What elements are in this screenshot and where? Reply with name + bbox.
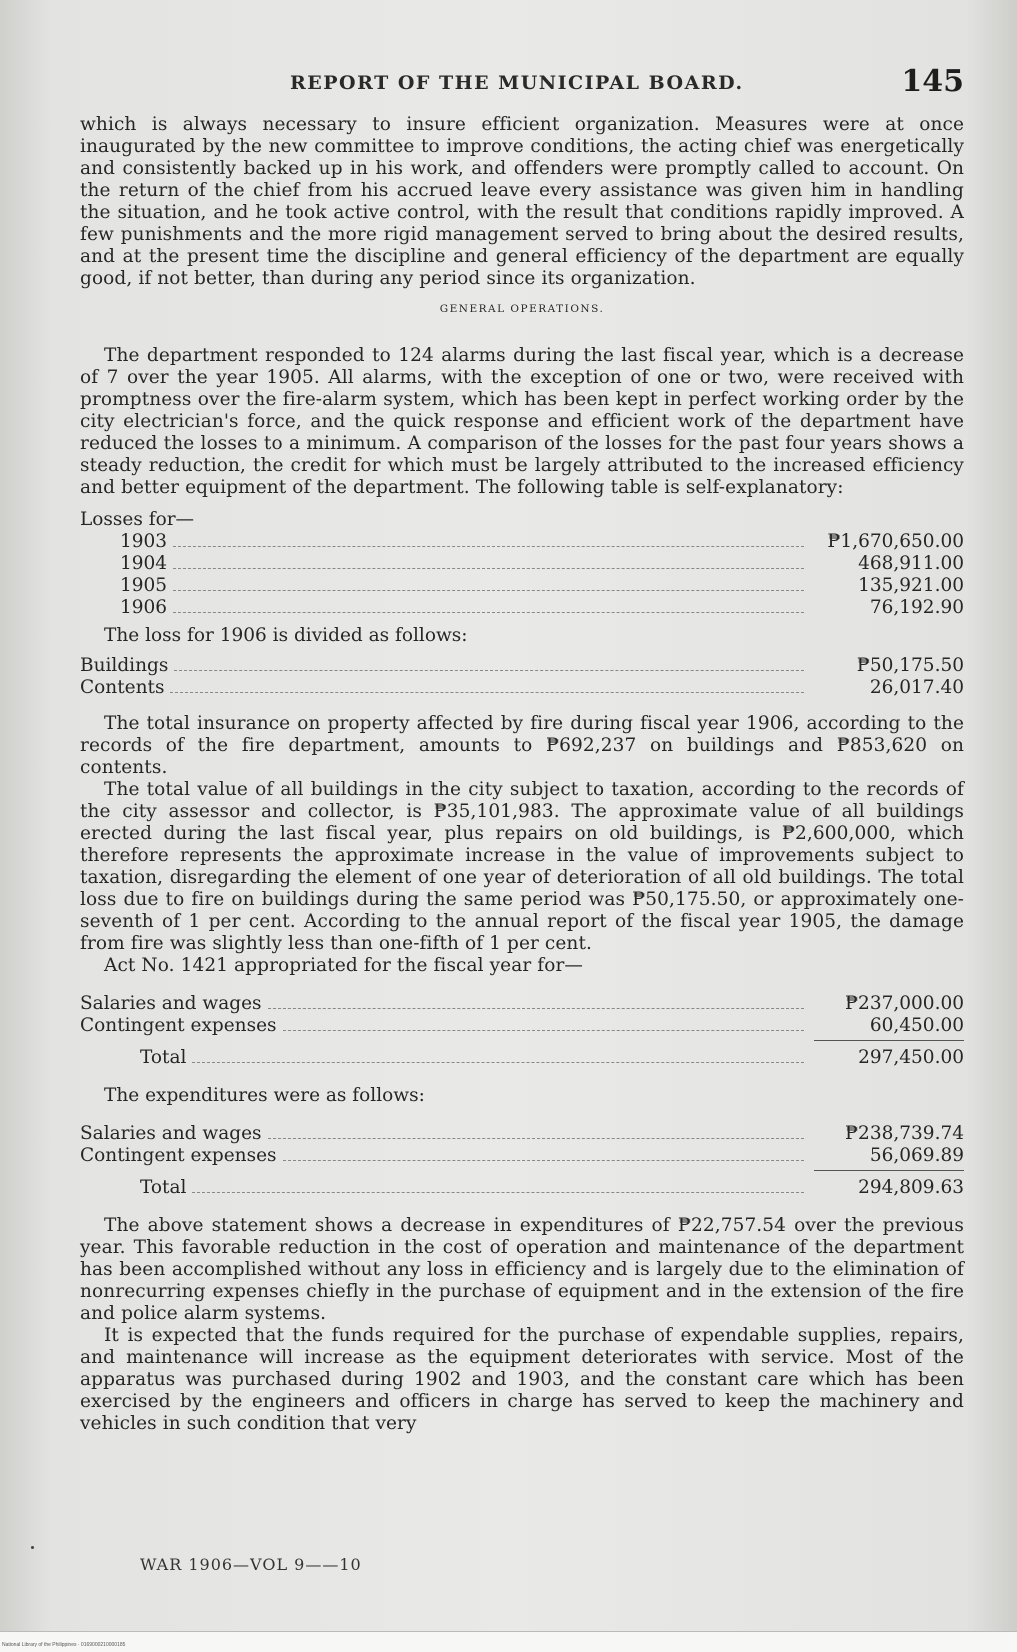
page-header: [80, 64, 964, 104]
expenditures-total: 294,809.63: [858, 1177, 964, 1198]
appropriation-total: 297,450.00: [858, 1047, 964, 1068]
losses-year: 1905: [120, 575, 168, 596]
expenditures-total-label: Total: [140, 1177, 187, 1198]
losses-row: [80, 531, 964, 553]
signature-mark: WAR 1906—VOL 9——10: [140, 1555, 362, 1574]
paragraph-organization: which is always necessary to insure efficient organization. Measures were at once inaugurated by the new committee to improve conditions, the acting chief was energetically and consistently backed up in his work, and offenders were promptly called to account. On the return of the chief from his accrued leave every assistance was given him in handling the situation, and he took active control, with the result that conditions rapidly improved. A few punishments and the more rigid management served to bring about the desired results, and at the present time the discipline and general efficiency of the department are equally good, if not better, than during any period since its organization.: [80, 114, 964, 289]
loss-1906-label: Buildings: [80, 655, 169, 676]
loss-1906-row: [80, 677, 964, 699]
appropriation-label: Contingent expenses: [80, 1015, 277, 1036]
appropriation-total-row: [80, 1047, 964, 1069]
appropriation-amount: 60,450.00: [869, 1015, 964, 1036]
expenditures-intro: The expenditures were as follows:: [104, 1085, 425, 1106]
section-heading: GENERAL OPERATIONS.: [439, 303, 605, 315]
appropriation-row: [80, 993, 964, 1015]
expenditures-total-row: [80, 1177, 964, 1199]
loss-1906-table: [80, 655, 964, 699]
paragraph-valuation: The total value of all buildings in the city subject to taxation, according to the records of the city assessor and collector, is ₱35,101,983. The approximate value of all buildings erected during the last fiscal year, plus repairs on old buildings, is ₱2,600,000, which therefore represents the approximate increase in the value of improvements subject to taxation, disregarding the element of one year of deterioration of all old buildings. The total loss due to fire on buildings during the same period was ₱50,175.50, or approximately one-seventh of 1 per cent. According to the annual report of the fiscal year 1905, the damage from fire was slightly less than one-fifth of 1 per cent.: [80, 779, 964, 954]
total-rule: [814, 1170, 964, 1171]
loss-1906-label: Contents: [80, 677, 165, 698]
loss-1906-row: [80, 655, 964, 677]
expenditures-label: Contingent expenses: [80, 1145, 277, 1166]
total-rule: [814, 1040, 964, 1041]
losses-year: 1903: [120, 531, 168, 552]
losses-amount: 76,192.90: [869, 597, 964, 618]
losses-row: [80, 597, 964, 619]
loss-1906-amount: 26,017.40: [869, 677, 964, 698]
losses-row: [80, 575, 964, 597]
losses-row: [80, 553, 964, 575]
page-body: [80, 114, 964, 1435]
losses-amount: ₱1,670,650.00: [827, 531, 964, 552]
appropriation-row: [80, 1015, 964, 1037]
losses-amount: 468,911.00: [858, 553, 964, 574]
losses-amount: 135,921.00: [858, 575, 964, 596]
losses-year: 1906: [120, 597, 168, 618]
expenditures-amount: ₱238,739.74: [845, 1123, 964, 1144]
expenditures-table: [80, 1123, 964, 1199]
loss-1906-intro: The loss for 1906 is divided as follows:: [104, 625, 468, 646]
losses-label: Losses for—: [80, 509, 195, 530]
appropriation-table: [80, 993, 964, 1069]
page-number: 145: [901, 64, 964, 99]
appropriation-amount: ₱237,000.00: [845, 993, 964, 1014]
expenditures-row: [80, 1123, 964, 1145]
losses-year: 1904: [120, 553, 168, 574]
scan-speck: [31, 1546, 34, 1549]
expenditures-row: [80, 1145, 964, 1167]
paragraph-alarms: The department responded to 124 alarms during the last fiscal year, which is a decrease of 7 over the year 1905. All alarms, with the exception of one or two, were received with promptness over the fire-alarm system, which has been kept in perfect working order by the city electrician's force, and the quick response and efficient work of the department have reduced the losses to a minimum. A comparison of the losses for the past four years shows a steady reduction, the credit for which must be largely attributed to the increased efficiency and better equipment of the department. The following table is self-explanatory:: [80, 345, 964, 498]
appropriation-label: Salaries and wages: [80, 993, 262, 1014]
running-head: REPORT OF THE MUNICIPAL BOARD.: [290, 72, 744, 94]
losses-table: [80, 531, 964, 619]
paragraph-appropriation-intro: Act No. 1421 appropriated for the fiscal year for—: [104, 955, 584, 976]
loss-1906-amount: ₱50,175.50: [856, 655, 964, 676]
page-bottom-strip: [0, 1631, 1017, 1652]
paragraph-decrease: The above statement shows a decrease in expenditures of ₱22,757.54 over the previous year. This favorable reduction in the cost of operation and maintenance of the department has been accomplished without any loss in efficiency and is largely due to the elimination of nonrecurring expenses chiefly in the purchase of equipment and in the extension of the fire and police alarm systems.: [80, 1215, 964, 1324]
expenditures-label: Salaries and wages: [80, 1123, 262, 1144]
scan-credit: National Library of the Philippines · 0169000210000185: [2, 1642, 126, 1648]
appropriation-total-label: Total: [140, 1047, 187, 1068]
expenditures-amount: 56,069.89: [869, 1145, 964, 1166]
paragraph-expected-funds: It is expected that the funds required for the purchase of expendable supplies, repairs, and maintenance will increase as the equipment deteriorates with service. Most of the apparatus was purchased during 1902 and 1903, and the constant care which has been exercised by the engineers and officers in charge has served to keep the machinery and vehicles in such condition that very: [80, 1325, 964, 1434]
paragraph-insurance: The total insurance on property affected by fire during fiscal year 1906, according to the records of the fire department, amounts to ₱692,237 on buildings and ₱853,620 on contents.: [80, 713, 964, 778]
